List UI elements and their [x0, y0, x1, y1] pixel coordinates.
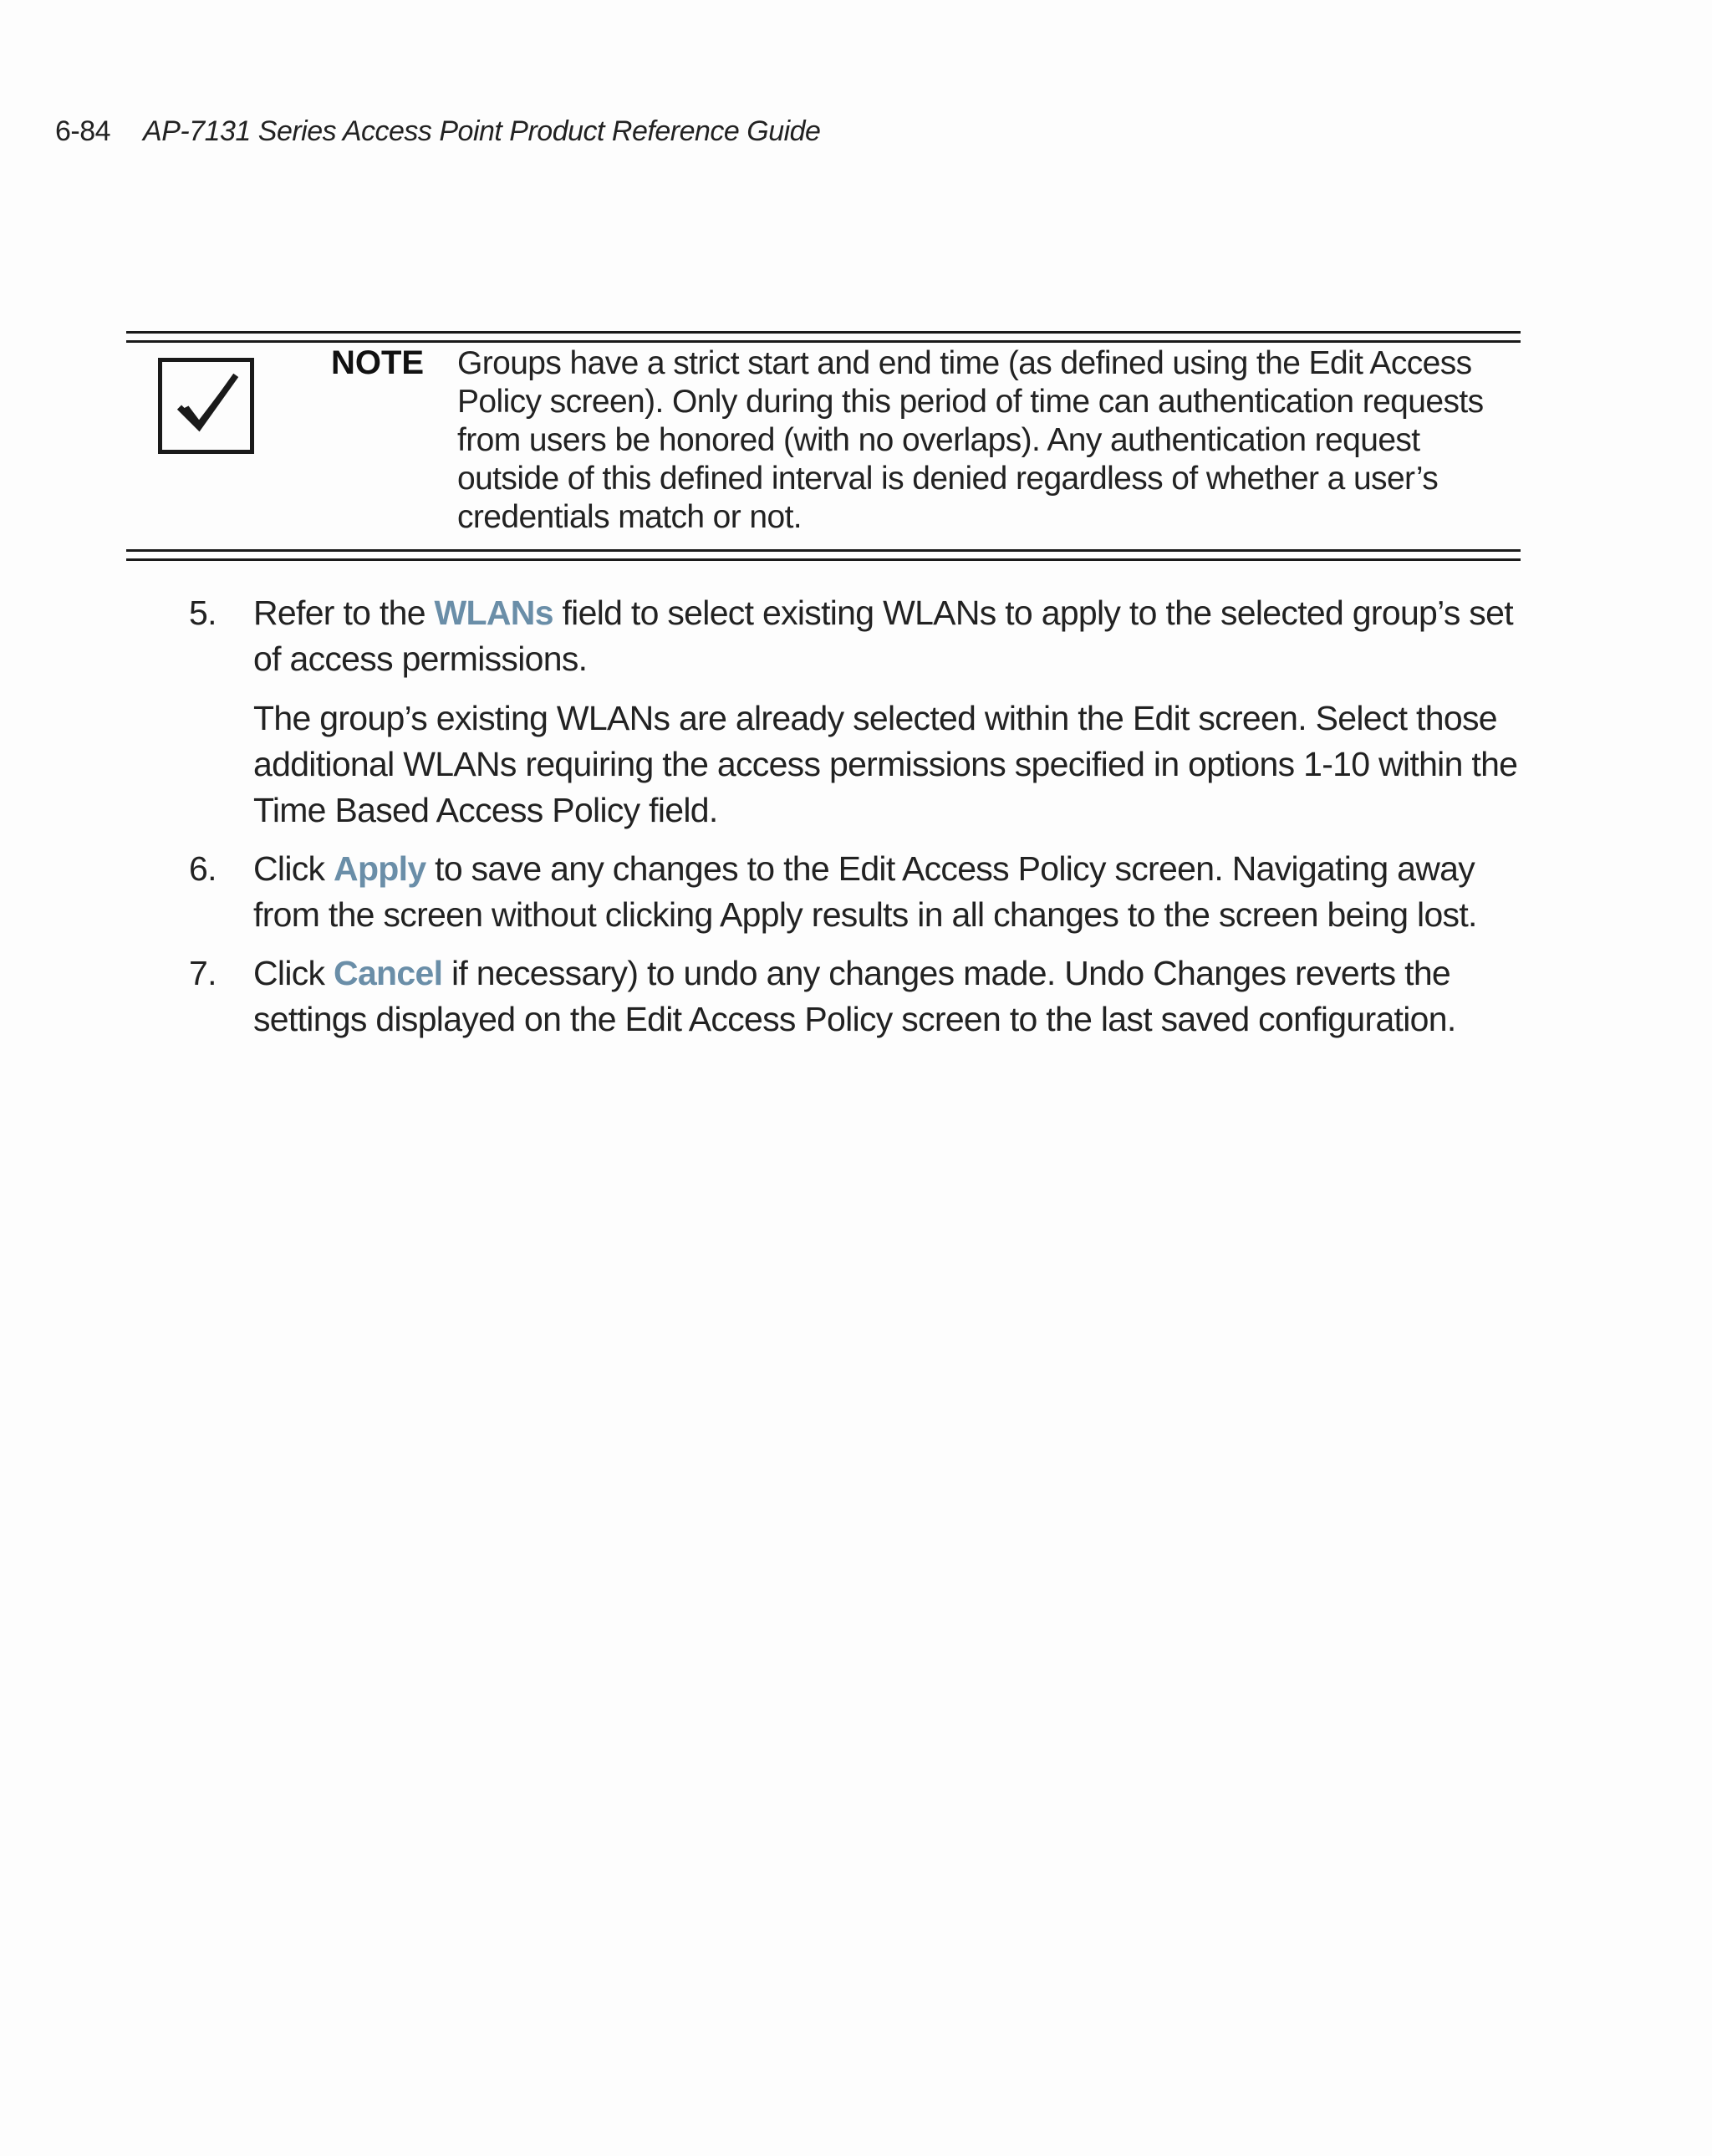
step-6: [189, 846, 1526, 938]
steps-list: [189, 590, 1526, 1055]
running-header: [55, 115, 820, 148]
guide-title: AP-7131 Series Access Point Product Reference Guide: [143, 115, 821, 147]
note-top-rule: [126, 331, 1521, 334]
step-extra-text: The group’s existing WLANs are already selected within the Edit screen. Select those additional WLANs requiring the access permissions specified in options 1-10 within the Time Based Access Policy field.: [253, 699, 1518, 829]
note-bottom-rule: [126, 558, 1521, 561]
step-text-rest: to save any changes to the Edit Access Policy screen. Navigating away from the screen without clicking Apply results in all changes to the screen being lost.: [253, 849, 1477, 934]
page-number: 6-84: [55, 115, 111, 147]
step-text-lead: Click: [253, 954, 334, 992]
note-bottom-rule-inner: [126, 549, 1521, 552]
step-5: [189, 590, 1526, 833]
step-text-rest: if necessary) to undo any changes made. Undo Changes reverts the settings displayed on the Edit Access Policy screen to the last saved configuration.: [253, 954, 1456, 1038]
note-text: Groups have a strict start and end time (as defined using the Edit Access Policy screen). Only during this period of time can authentication requests from users be honored (with no overlaps). Any authentication request outside of this defined interval is denied regardless of whether a user’s credentials match or not.: [457, 345, 1484, 535]
step-number: 5.: [189, 594, 217, 632]
cancel-keyword: Cancel: [334, 954, 443, 992]
step-text: [253, 846, 1526, 938]
step-text-lead: Refer to the: [253, 594, 435, 632]
apply-keyword: Apply: [334, 849, 426, 888]
step-text-rest: field to select existing WLANs to apply to the selected group’s set of access permissions.: [253, 594, 1513, 678]
step-text-lead: Click: [253, 849, 334, 888]
step-number: 7.: [189, 954, 217, 992]
wlans-keyword: WLANs: [434, 594, 553, 632]
step-text: [253, 951, 1526, 1042]
step-7: [189, 951, 1526, 1042]
checkmark-icon: [158, 358, 254, 454]
note-top-rule-inner: [126, 340, 1521, 343]
note-box: [126, 331, 1521, 562]
step-text: [253, 590, 1526, 682]
step-number: 6.: [189, 849, 217, 888]
note-label: NOTE: [331, 344, 425, 381]
